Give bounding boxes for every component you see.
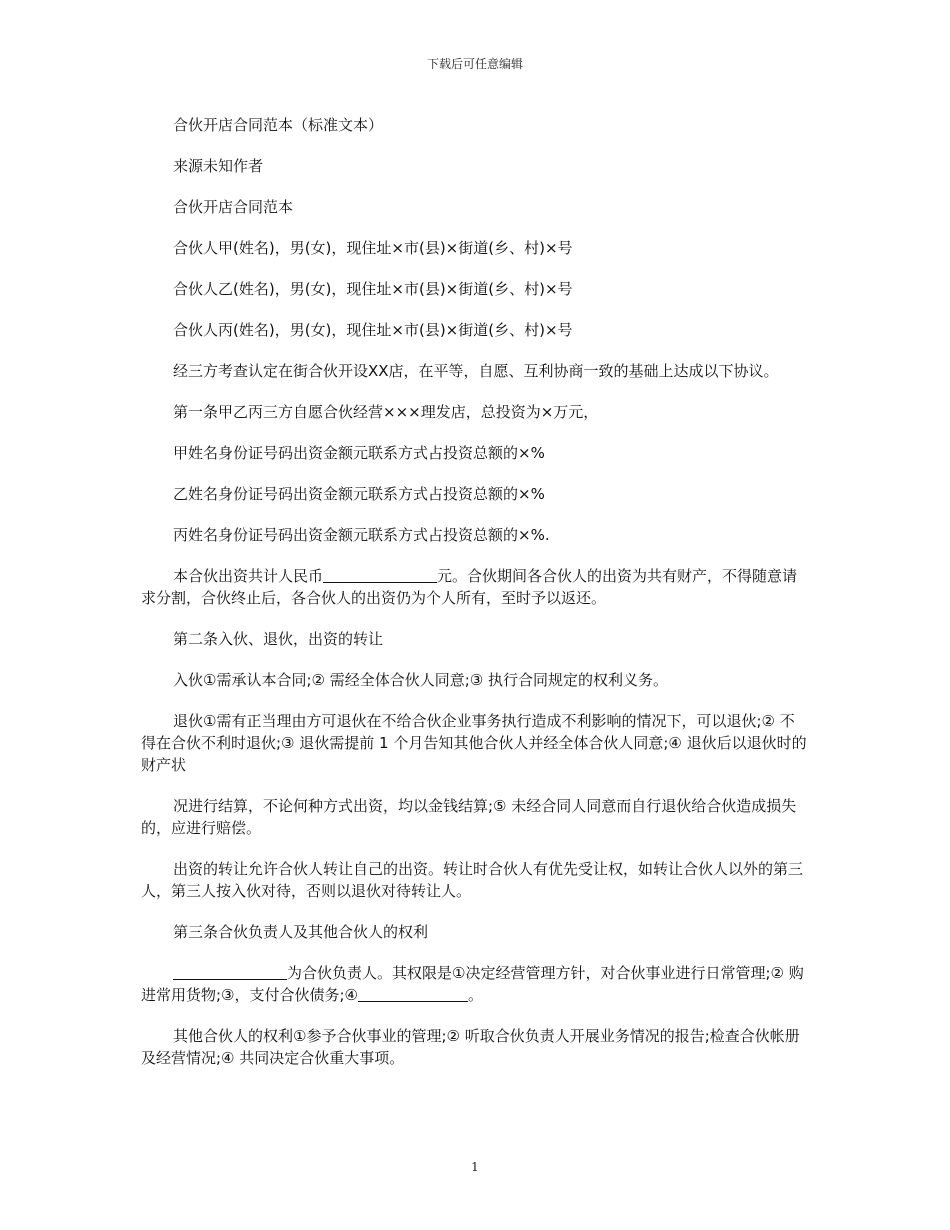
investment-a: 甲姓名身份证号码出资金额元联系方式占投资总额的×% — [173, 444, 545, 462]
manager-power-blank — [358, 986, 468, 1002]
article-3: 第三条合伙负责人及其他合伙人的权利 — [173, 923, 429, 941]
join-paragraph: 入伙①需承认本合同;② 需经全体合伙人同意;③ 执行合同规定的权利义务。 — [173, 671, 668, 689]
party-a: 合伙人甲(姓名)，男(女)，现住址×市(县)×街道(乡、村)×号 — [173, 239, 573, 257]
page-header-note: 下载后可任意编辑 — [426, 57, 523, 71]
capital-paragraph — [141, 565, 809, 609]
investment-b: 乙姓名身份证号码出资金额元联系方式占投资总额的×% — [173, 485, 545, 503]
party-b: 合伙人乙(姓名)，男(女)，现住址×市(县)×街道(乡、村)×号 — [173, 280, 573, 298]
article-2: 第二条入伙、退伙，出资的转让 — [173, 630, 384, 648]
intro-paragraph: 经三方考查认定在街合伙开设XX店，在平等，自愿、互利协商一致的基础上达成以下协议。 — [173, 362, 779, 380]
article-1: 第一条甲乙丙三方自愿合伙经营×××理发店，总投资为×万元， — [173, 403, 599, 421]
manager-paragraph — [141, 962, 809, 1006]
other-rights-paragraph: 其他合伙人的权利①参予合伙事业的管理;② 听取合伙负责人开展业务情况的报告;检查合伙帐册及经营情况;④ 共同决定合伙重大事项。 — [141, 1027, 800, 1067]
withdraw-paragraph: 退伙①需有正当理由方可退伙在不给合伙企业事务执行造成不利影响的情况下，可以退伙;② 不得在合伙不利时退伙;③ 退伙需提前 1 个月告知其他合伙人并经全体合伙人同意;④ 退伙后以退伙时的财产状 — [141, 712, 807, 774]
investment-c: 丙姓名身份证号码出资金额元联系方式占投资总额的×%. — [173, 526, 550, 544]
capital-text-post: 元。合伙期间各合伙人的出资为共有财产，不得随意请求分割，合伙终止后，各合伙人的出资仍为个人所有，至时予以返还。 — [141, 567, 798, 607]
manager-text: 为合伙负责人。其权限是①决定经营管理方针，对合伙事业进行日常管理;② 购进常用货物;③，支付合伙债务;④ — [141, 964, 804, 1004]
capital-amount-blank — [323, 567, 437, 583]
settlement-paragraph: 况进行结算，不论何种方式出资，均以金钱结算;⑤ 未经合同人同意而自行退伙给合伙造成损失的，应进行赔偿。 — [141, 797, 797, 837]
manager-name-blank — [173, 964, 287, 980]
transfer-paragraph: 出资的转让允许合伙人转让自己的出资。转让时合伙人有优先受让权，如转让合伙人以外的第三人，第三人按入伙对待，否则以退伙对待转让人。 — [141, 860, 804, 900]
capital-text-pre: 本合伙出资共计人民币 — [173, 567, 324, 585]
manager-text-end: 。 — [468, 986, 484, 1004]
document-title: 合伙开店合同范本（标准文本） — [173, 116, 384, 134]
document-body — [141, 114, 809, 1088]
party-c: 合伙人丙(姓名)，男(女)，现住址×市(县)×街道(乡、村)×号 — [173, 321, 573, 339]
document-source: 来源未知作者 — [173, 157, 264, 175]
document-subtitle: 合伙开店合同范本 — [173, 198, 294, 216]
page-number: 1 — [471, 1160, 479, 1174]
